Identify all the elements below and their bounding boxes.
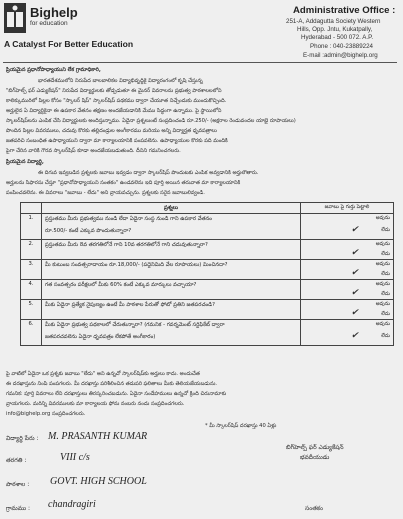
- para2-line: అర్హులను సిఫారసు చేస్తూ "ప్రధానోపాధ్యాయుని సంతకం" ఉండవలెను ఇది పూర్తి అయిన తరువాత మా కార్యాలయానికి: [6, 180, 241, 186]
- para1-line: "బిగ్‌హెల్ప్ ఫర్ ఎడ్యుకేషన్" నిరుపేద విద్యార్థులకు తోడ్పడుతూ ఈ మైనర్ వివరాలను ప్రభుత్వ పాఠశాలలలోని: [6, 88, 222, 94]
- brand-subtitle: for education: [30, 20, 68, 27]
- para1-line: అర్హులైన ఏ విద్యార్ధికైనా ఈ ఉపకార వేతనం తక్షణం అందజేయడానికి మేము సిద్ధంగా ఉన్నాము. పై స్థాయిలోని: [6, 108, 222, 114]
- office-title: Administrative Office :: [293, 5, 396, 16]
- question-line: మీకు ఏదైనా ప్రభుత్వ పథకాలలో చేరుతున్నారా? (గమనిక - గవర్నమెంట్ సర్టిఫికేట్ ద్వారా: [45, 322, 225, 328]
- question-header: ప్రశ్నలు: [42, 203, 301, 214]
- answer-no[interactable]: లేదు: [381, 271, 390, 277]
- para2-line: ఈ దిగువ ఇవ్వబడిన ప్రశ్నలకు జవాబు ఇవ్వడం ద్వారా స్కాలర్‌షిప్ పొందుటకు ఎంపిక అవ్వడానికి అర్హులౌతారు.: [38, 170, 259, 176]
- para3-line: వ్రాయగలరు. మరిన్ని వివరములకు మా కార్యాలయ ఫోను నంబరు నందు సంప్రదించగలరు.: [6, 401, 185, 407]
- class-label: తరగతి :: [6, 457, 27, 464]
- para1-line: పైగా చేరిన వారికి గౌరవ స్కాలర్‌షిప్ కూడా అందజేయబడుతుంది. దీనిని గమనించగలరు.: [6, 148, 181, 154]
- answer-cell[interactable]: [301, 240, 394, 260]
- question-text: [42, 240, 301, 260]
- row-number: 4.: [21, 280, 42, 300]
- table-row: [21, 260, 394, 280]
- village-value[interactable]: chandragiri: [48, 499, 96, 510]
- table-row: [21, 320, 394, 346]
- question-text: [42, 280, 301, 300]
- para3-line: పై వాటిలో ఏదైనా ఒక ప్రశ్నకు జవాబు "లేదు" అని ఉన్నచో స్కాలర్‌షిప్‌కు అర్హులు కాదు. అందుచేత: [6, 371, 200, 377]
- answer-no[interactable]: లేదు: [381, 333, 390, 339]
- para3-line: ఈ దరఖాస్తును నింపి పంపగలరు. మీ దరఖాస్తు పరిశీలించిన తదుపరి ఫలితాలు మీకు తెలియజేయబడును.: [6, 381, 218, 387]
- para1-line: జతపరిచి సంబంధిత ఉపాధ్యాయుని ద్వారా మా కార్యాలయానికి పంపవలెను. ఉపాధ్యాయుల కొరకు పది మందికి: [6, 138, 228, 144]
- questions-table: [20, 202, 394, 346]
- table-header-row: [21, 203, 394, 214]
- class-value[interactable]: VIII c/s: [60, 452, 90, 463]
- answer-yes[interactable]: అవును: [375, 281, 390, 287]
- student-name-label: విద్యార్థి పేరు :: [6, 435, 39, 442]
- check-mark-icon: ✔: [351, 247, 359, 257]
- address-line-2: Hills, Opp. Jntu, Kukatpally,: [297, 26, 373, 33]
- check-mark-icon: ✔: [351, 267, 359, 277]
- email-address: E-mail :admin@bighelp.org: [303, 52, 378, 59]
- row-number: 2.: [21, 240, 42, 260]
- question-text: [42, 260, 301, 280]
- para1-line: భారతదేశములోని నిరుపేద బాలబాలికల విద్యాభివృద్ధికై విద్యారంగంలో కృషి చేస్తున్న: [38, 78, 203, 84]
- student-name-value[interactable]: M. PRASANTH KUMAR: [48, 431, 148, 442]
- answer-cell[interactable]: [301, 320, 394, 346]
- answer-yes[interactable]: అవును: [375, 301, 390, 307]
- salutation-student: ప్రియమైన విద్యార్థి,: [6, 159, 44, 165]
- table-row: [21, 280, 394, 300]
- para2-line: పంపించవలెను. ఈ వివరాలు "జవాబు - లేదు" అని వ్రాయవచ్చును. ప్రశ్నలకు సరైన జవాబులివ్వండి.: [6, 190, 205, 196]
- question-text: [42, 214, 301, 240]
- answer-yes[interactable]: అవును: [375, 321, 390, 327]
- para3-line: info@bighelp.org సంప్రదించగలరు.: [6, 411, 86, 417]
- row-number: 3.: [21, 260, 42, 280]
- question-line: ప్రస్తుతము మీరు ప్రభుత్వము నుండి లేదా ఏదైనా సంస్థ నుండి గాని ఉపకార వేతనం: [45, 216, 212, 222]
- check-mark-icon: ✔: [351, 330, 359, 340]
- check-mark-icon: ✔: [351, 307, 359, 317]
- address-line-1: 251-A, Addagutta Society Western: [286, 18, 381, 25]
- school-label: పాఠశాల :: [6, 481, 30, 488]
- answer-header: జవాబు పై గుర్తు పెట్టాలి: [301, 203, 394, 214]
- answer-no[interactable]: లేదు: [381, 227, 390, 233]
- table-row: [21, 300, 394, 320]
- answer-no[interactable]: లేదు: [381, 311, 390, 317]
- address-line-3: Hyderabad - 500 072. A.P.: [301, 34, 374, 41]
- row-number: 6.: [21, 320, 42, 346]
- question-line: జతపరచవలెను ఏదైనా ధృవపత్రం లేకపోతే అంగీకారం): [45, 334, 156, 340]
- question-text: [42, 300, 301, 320]
- village-label: గ్రామము :: [6, 505, 31, 512]
- question-line: మీ కుటుంబ సంవత్సరాదాయం రూ.18,000/- (పద్దెనిమిది వేల రూపాయలు) మించినదా?: [45, 262, 228, 268]
- headmaster-signature-label: సంతకం: [305, 505, 324, 512]
- tagline: A Catalyst For Better Education: [4, 39, 134, 49]
- answer-cell[interactable]: [301, 280, 394, 300]
- question-line: మీకు ఏదైనా ప్రత్యేక నైపుణ్యం ఉంటే మీ పాఠశాల పేరుతో ఫోటో ప్రతిని జతపరచండి?: [45, 302, 215, 308]
- phone-number: Phone : 040-23889224: [310, 43, 373, 50]
- check-mark-icon: ✔: [351, 287, 359, 297]
- question-text: [42, 320, 301, 346]
- yours-sincerely: భవదీయుడు: [300, 454, 330, 461]
- table-row: [21, 214, 394, 240]
- answer-yes[interactable]: అవును: [375, 241, 390, 247]
- para1-line: స్కాలర్‌షిప్‌లను ఎంపిక చేసి విద్యార్థులకు అందిస్తున్నాము. ఏదైనా ప్రశ్నలుంటే సంప్రదించండి రూ.250/- (అక్షరాల రెండువందల యాభై రూపాయలు): [6, 118, 296, 124]
- answer-yes[interactable]: అవును: [375, 261, 390, 267]
- brand-name: Bighelp: [30, 5, 78, 20]
- organization-signature: బిగ్‌హెల్ప్ ఫర్ ఎడ్యుకేషన్: [286, 444, 344, 451]
- answer-cell[interactable]: [301, 300, 394, 320]
- question-line: రూ.500/- కంటే ఎక్కువ పొందుతున్నారా?: [45, 228, 132, 234]
- para1-line: కాలిక్కుమురిలో పిల్లల కోసం "స్కాలర్ షిప్" స్కాలర్‌షిప్ పథకము ద్వారా చేయూత నిచ్చేందుకు ముందుకొచ్చింది.: [6, 98, 227, 104]
- check-mark-icon: ✔: [351, 224, 359, 234]
- question-line: గత సంవత్సరం పరీక్షలలో మీకు 60% కంటే ఎక్కువ మార్కులు వచ్చాయా?: [45, 282, 197, 288]
- question-line: ప్రస్తుతము మీరు 8వ తరగతిలోనే గాని 10వ తరగతిలోనే గాని చదువుతున్నారా?: [45, 242, 208, 248]
- row-number: 5.: [21, 300, 42, 320]
- table-row: [21, 240, 394, 260]
- answer-cell[interactable]: [301, 260, 394, 280]
- answer-yes[interactable]: అవును: [375, 215, 390, 221]
- school-value[interactable]: GOVT. HIGH SCHOOL: [50, 476, 147, 487]
- header-divider: [3, 62, 397, 63]
- answer-cell[interactable]: [301, 214, 394, 240]
- salutation: ప్రియమైన ప్రధానోపాధ్యాయుని లేక గ్రామాధికారి,: [6, 67, 101, 73]
- para3-line: గమనిక: పూర్తి వివరాలు లేని దరఖాస్తులు తిరస్కరించబడును. ఏదైనా సందేహములు ఉన్నచో క్రింది చిరునామాకు: [6, 391, 227, 397]
- answer-no[interactable]: లేదు: [381, 291, 390, 297]
- book-logo-icon: [4, 3, 26, 33]
- para1-line: పొందిన పిల్లల వివరములు, చదువు కొరకు తల్లిదండ్రుల అంగీకారము మరియు అన్ని విద్యార్హత ధృవపత్రాలు: [6, 128, 217, 134]
- row-number: 1.: [21, 214, 42, 240]
- footnote: * మీ స్కాలర్‌షిప్ దరఖాస్తు 40 ఏళ్లు: [205, 423, 277, 429]
- answer-no[interactable]: లేదు: [381, 251, 390, 257]
